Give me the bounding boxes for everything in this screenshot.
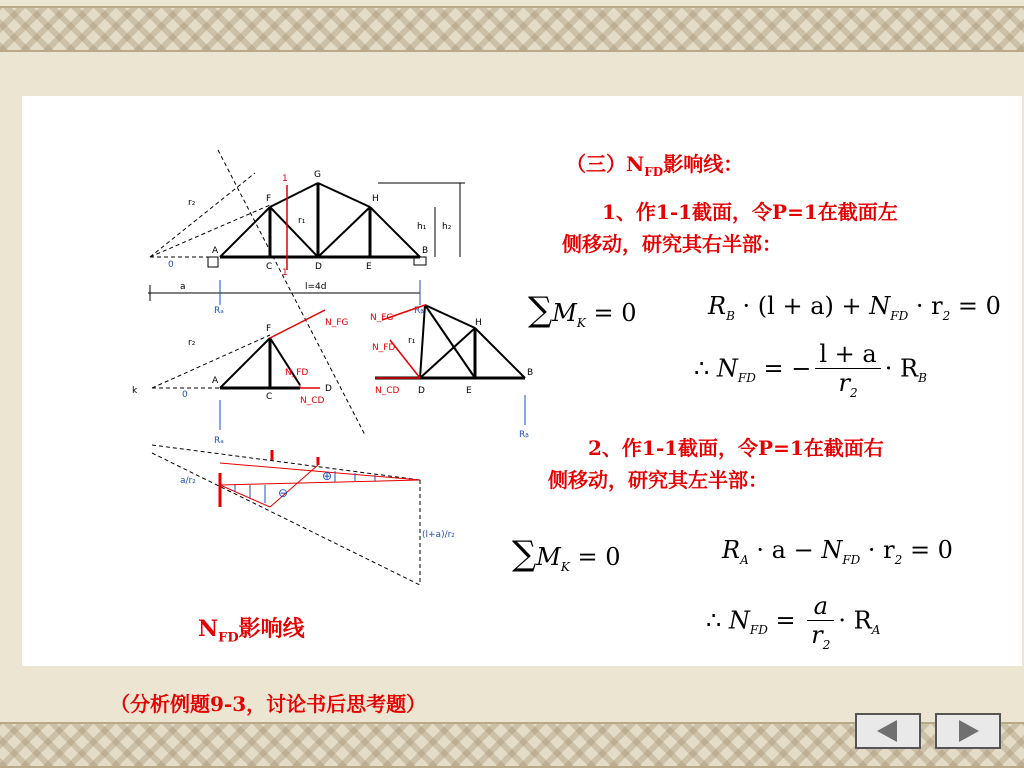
triangle-left-icon [857, 715, 919, 747]
label-B-top: B [422, 246, 429, 256]
label-E-right: E [466, 386, 472, 396]
label-RB-right: Rᵦ [519, 430, 529, 440]
label-E-top: E [366, 262, 372, 272]
next-slide-button[interactable] [935, 713, 1001, 749]
label-NCD-mid: N_CD [300, 396, 325, 406]
label-plus-region: ⊕ [322, 469, 333, 483]
label-C-top: C [266, 262, 273, 272]
label-minus-region: ⊖ [278, 486, 289, 500]
diagram-caption: $N_{FD}$影响线 [198, 616, 305, 646]
label-RB-top: Rᵦ [414, 306, 424, 316]
label-NFD-right: N_FD [372, 343, 396, 353]
label-a-over-r2: a/r₂ [180, 476, 196, 486]
label-h1: h₁ [417, 222, 427, 232]
equation-NFD-result-1: ∴ $N_{FD}$ = − $\frac{l + a}{r_2}$ · $R_B$ [694, 340, 927, 400]
label-section-1-top: 1 [282, 174, 288, 184]
label-NFG-mid: N_FG [325, 318, 349, 328]
label-D-top: D [315, 262, 322, 272]
step-1-text: 1、作1-1截面，令P=1在截面左 侧移动，研究其右半部： [562, 200, 898, 256]
label-C-mid: C [266, 392, 273, 402]
label-G: G [314, 170, 321, 180]
label-H-top: H [372, 194, 379, 204]
label-span: l=4d [305, 282, 327, 292]
equation-moment-left-half: $R_A \cdot a - N_{FD} \cdot r_2 = 0$ [722, 536, 953, 567]
equation-NFD-result-2: ∴ $N_{FD}$ = $\frac{a}{r_2}$ · $R_A$ [706, 592, 881, 652]
step-2-text: 2、作1-1截面，令P=1在截面右 侧移动，研究其左半部： [548, 436, 884, 492]
label-r2-mid: r₂ [188, 338, 196, 348]
label-r1-top: r₁ [298, 216, 306, 226]
equation-sum-moment-1: $\sum M_K = 0$ [528, 290, 637, 330]
truss-diagram [120, 145, 540, 605]
label-r2-top: r₂ [188, 198, 196, 208]
label-O-mid: 0 [182, 390, 188, 400]
label-H-right: H [475, 318, 482, 328]
influence-line [152, 445, 420, 585]
bottom-note: （分析例题9-3，讨论书后思考题） [110, 692, 427, 716]
equation-moment-right-half: $R_B \cdot (l + a) + N_{FD} \cdot r_2 = 0$ [708, 292, 1001, 323]
label-l-plus-a-over-r2: (l+a)/r₂ [422, 530, 455, 540]
label-h2: h₂ [442, 222, 452, 232]
previous-slide-button[interactable] [855, 713, 921, 749]
label-NFG-right: N_FG [370, 313, 394, 323]
label-a-dim: a [180, 282, 186, 292]
label-section-1-bottom: 1 [282, 268, 288, 278]
triangle-right-icon [937, 715, 999, 747]
label-RA-mid: Rₐ [214, 436, 224, 446]
label-RA-top: Rₐ [214, 306, 224, 316]
label-F-mid: F [266, 324, 272, 334]
label-O-top: 0 [168, 260, 174, 270]
label-NFD-mid: N_FD [285, 368, 309, 378]
label-F-top: F [266, 194, 272, 204]
label-D-mid: D [325, 384, 332, 394]
label-NCD-right: N_CD [375, 386, 400, 396]
label-A-top: A [212, 246, 219, 256]
equation-sum-moment-2: $\sum M_K = 0$ [512, 534, 621, 574]
label-B-right: B [527, 368, 534, 378]
label-D-right: D [418, 386, 425, 396]
label-r1-right: r₁ [408, 336, 416, 346]
truss-free-body-right [375, 305, 525, 425]
section-title: （三）$N_{FD}$影响线： [566, 152, 744, 179]
label-A-mid: A [212, 376, 219, 386]
label-k: k [132, 386, 138, 396]
decorative-border-top [0, 6, 1024, 52]
